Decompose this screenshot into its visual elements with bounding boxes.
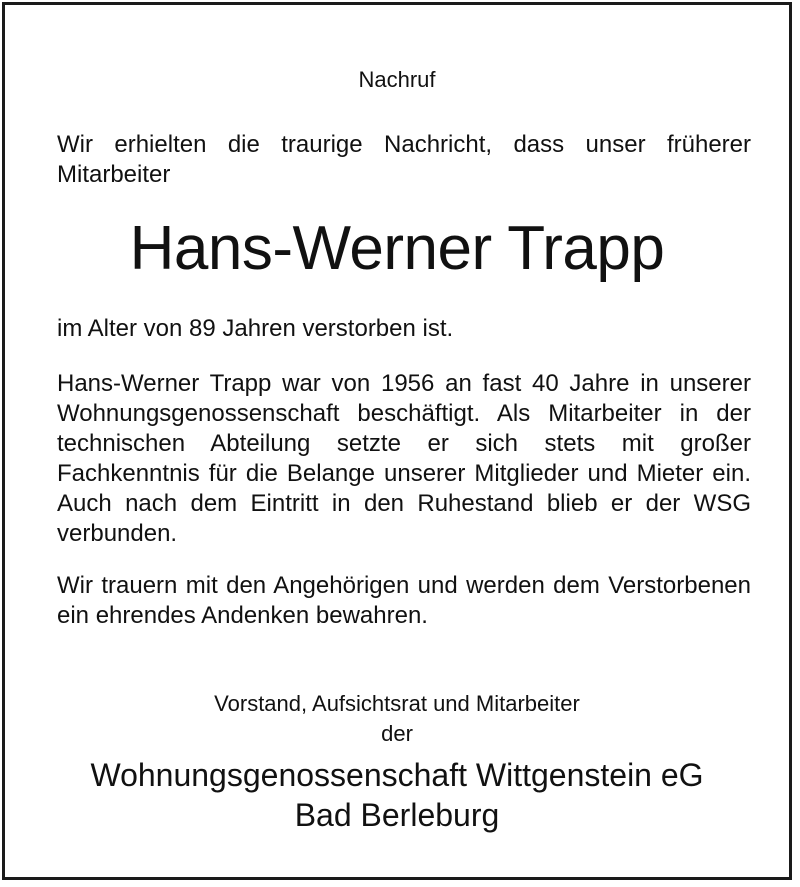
biography-paragraph: Hans-Werner Trapp war von 1956 an fast 40 Jahre in unserer Wohnungsgenossenschaft beschäftigt. Als Mitarbeiter in der technischen Abteilung setzte er sich stets mit großer Fachkenntnis für die Belange unserer Mitglieder und Mieter ein. Auch nach dem Eintritt in den Ruhestand blieb er der WSG verbunden. [57, 370, 751, 547]
mourning-paragraph: Wir trauern mit den Angehörigen und werden dem Verstorbenen ein ehrendes Andenken bewahren. [57, 572, 751, 629]
age-paragraph: im Alter von 89 Jahren verstorben ist. [57, 315, 454, 342]
notice-heading: Nachruf [358, 67, 436, 92]
organization-name: Wohnungsgenossenschaft Wittgenstein eG [90, 757, 704, 793]
organization-location: Bad Berleburg [294, 797, 500, 833]
obituary-notice [2, 2, 792, 880]
deceased-name: Hans-Werner Trapp [129, 214, 665, 283]
signers-connector: der [381, 721, 413, 746]
signers-line: Vorstand, Aufsichtsrat und Mitarbeiter [214, 691, 580, 716]
intro-paragraph: Wir erhielten die traurige Nachricht, dass unser früherer Mitarbeiter [57, 131, 751, 188]
